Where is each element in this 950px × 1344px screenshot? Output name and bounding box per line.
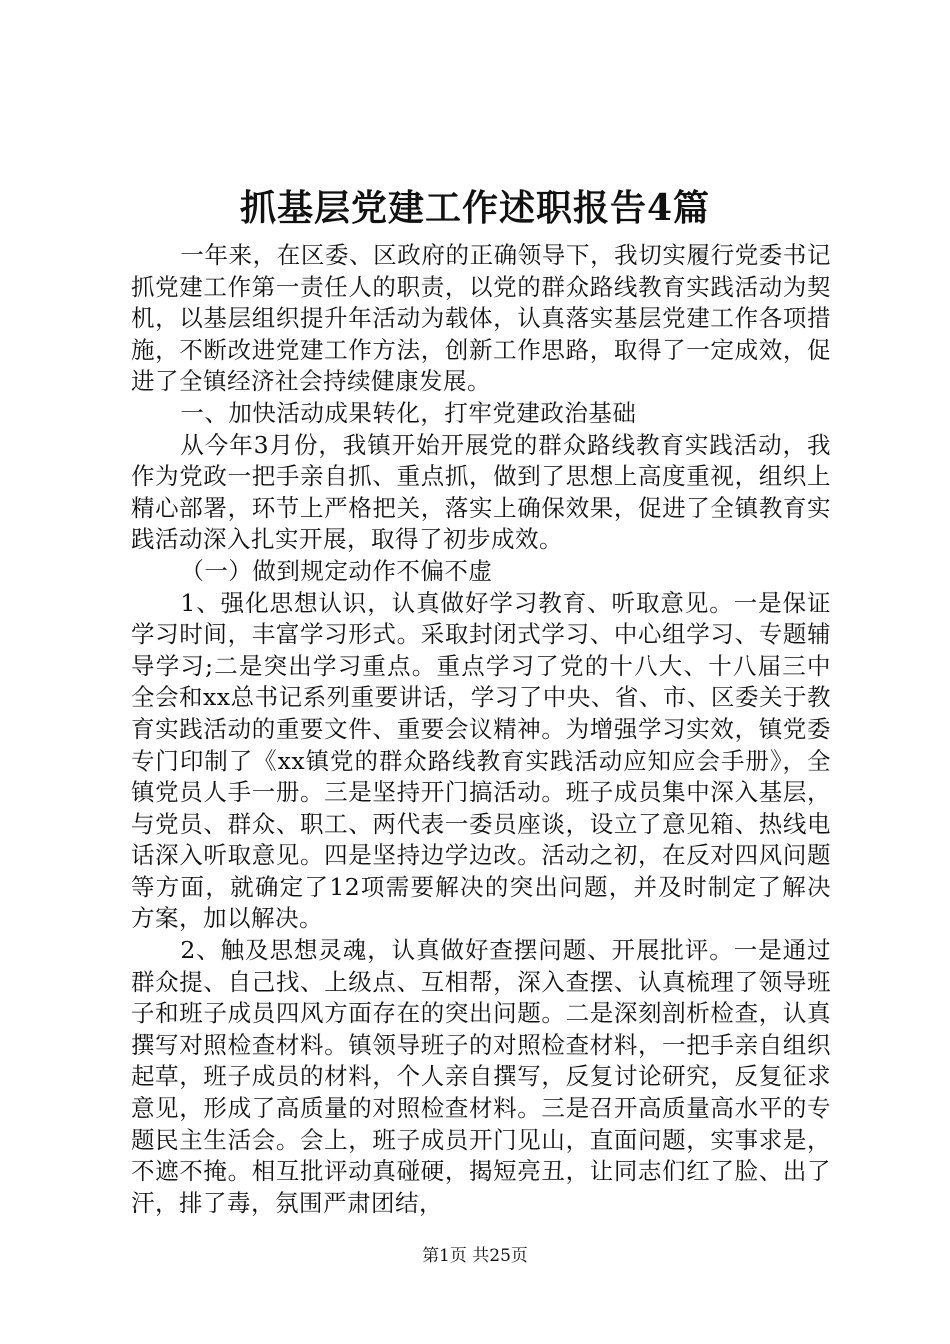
section-heading-1: 一、加快活动成果转化，打牢党建政治基础 [180,398,637,427]
paragraph-intro: 一年来，在区委、区政府的正确领导下，我切实履行党委书记抓党建工作第一责任人的职责，以党的群众路线教育实践活动为契机，以基层组织提升年活动为载体，认真落实基层党建工作各项措施，不断改进党建工作方法，创新工作思路，取得了一定成效，促进了全镇经济社会持续健康发展。 [131,241,831,396]
document-body [131,240,831,1219]
page-indicator: 第1页 共25页 [422,1246,528,1266]
paragraph-section-1: 从今年3月份，我镇开始开展党的群众路线教育实践活动，我作为党政一把手亲自抓、重点抓，做到了思想上高度重视，组织上精心部署，环节上严格把关，落实上确保效果，促进了全镇教育实践活动深入扎实开展，取得了初步成效。 [131,430,831,554]
subsection-heading-1: （一）做到规定动作不偏不虚 [180,556,493,585]
document-title: 抓基层党建工作述职报告4篇 [239,187,711,229]
paragraph-item-1: 1、强化思想认识，认真做好学习教育、听取意见。一是保证学习时间，丰富学习形式。采取封闭式学习、中心组学习、专题辅导学习;二是突出学习重点。重点学习了党的十八大、十八届三中全会和xx总书记系列重要讲话，学习了中央、省、市、区委关于教育实践活动的重要文件、重要会议精神。为增强学习实效，镇党委专门印制了《xx镇党的群众路线教育实践活动应知应会手册》，全镇党员人手一册。三是坚持开门搞活动。班子成员集中深入基层，与党员、群众、职工、两代表一委员座谈，设立了意见箱、热线电话深入听取意见。四是坚持边学边改。活动之初，在反对四风问题等方面，就确定了12项需要解决的突出问题，并及时制定了解决方案，加以解决。 [131,588,831,933]
paragraph-item-2: 2、触及思想灵魂，认真做好查摆问题、开展批评。一是通过群众提、自己找、上级点、互相帮，深入查摆、认真梳理了领导班子和班子成员四风方面存在的突出问题。二是深刻剖析检查，认真撰写对照检查材料。镇领导班子的对照检查材料，一把手亲自组织起草，班子成员的材料，个人亲自撰写，反复讨论研究，反复征求意见，形成了高质量的对照检查材料。三是召开高质量高水平的专题民主生活会。会上，班子成员开门见山，直面问题，实事求是，不遮不掩。相互批评动真碰硬，揭短亮丑，让同志们红了脸、出了汗，排了毒，氛围严肃团结， [131,936,831,1217]
